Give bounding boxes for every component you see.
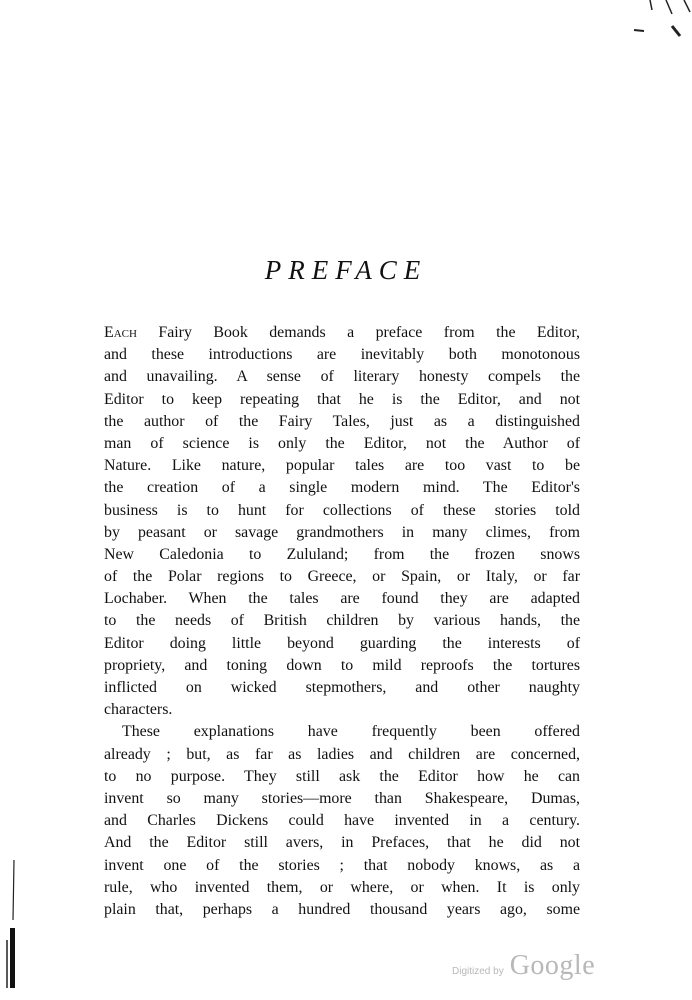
preface-body bbox=[104, 322, 580, 921]
text-line: inflicted on wicked stepmothers, and other naughty bbox=[104, 679, 580, 696]
text-line: to the needs of British children by various hands, the bbox=[104, 612, 580, 630]
text-line: Nature. Like nature, popular tales are too vast to be bbox=[104, 457, 580, 475]
digitized-watermark bbox=[452, 950, 595, 984]
text-line: rule, who invented them, or where, or when. It is only bbox=[104, 878, 580, 896]
text-line: Lochaber. When the tales are found they are adapted bbox=[104, 590, 580, 608]
corner-ink-marks bbox=[632, 0, 692, 50]
text-line: Each Fairy Book demands a preface from the Editor, bbox=[104, 324, 580, 341]
text-line: invent one of the stories ; that nobody knows, as a bbox=[104, 856, 580, 874]
text-line: of the Polar regions to Greece, or Spain, or Italy, or far bbox=[104, 568, 580, 586]
text-line: and Charles Dickens could have invented in a century. bbox=[104, 812, 580, 830]
text-line: Editor doing little beyond guarding the interests of bbox=[104, 634, 580, 652]
watermark-prefix: Digitized by bbox=[452, 966, 504, 977]
text-line: Editor to keep repeating that he is the Editor, and not bbox=[104, 390, 580, 408]
text-line: characters. bbox=[104, 701, 173, 719]
watermark-brand: Google bbox=[509, 950, 596, 981]
text-line: by peasant or savage grandmothers in many climes, from bbox=[104, 523, 580, 541]
text-line: New Caledonia to Zululand; from the frozen snows bbox=[104, 545, 580, 563]
text-line: and these introductions are inevitably both monotonous bbox=[104, 346, 580, 364]
text-line: already ; but, as far as ladies and children are concerned, bbox=[104, 745, 580, 763]
text-line: the author of the Fairy Tales, just as a distinguished bbox=[104, 412, 580, 430]
text-line: propriety, and toning down to mild reproofs the tortures bbox=[104, 656, 580, 674]
text-line: These explanations have frequently been offered bbox=[122, 723, 580, 741]
lead-word: Each bbox=[104, 324, 137, 341]
text-line: man of science is only the Editor, not the Author of bbox=[104, 434, 580, 452]
text-line: And the Editor still avers, in Prefaces, that he did not bbox=[104, 834, 580, 852]
text-line: and unavailing. A sense of literary honesty compels the bbox=[104, 368, 580, 386]
page-title: PREFACE bbox=[264, 255, 428, 285]
text-line: the creation of a single modern mind. The Editor's bbox=[104, 479, 580, 497]
text-line: invent so many stories—more than Shakespeare, Dumas, bbox=[104, 789, 580, 807]
text-line: plain that, perhaps a hundred thousand years ago, some bbox=[104, 900, 580, 918]
text-line: business is to hunt for collections of these stories told bbox=[104, 501, 580, 519]
text-line: to no purpose. They still ask the Editor how he can bbox=[104, 767, 580, 785]
binding-edge-marks bbox=[4, 860, 20, 990]
